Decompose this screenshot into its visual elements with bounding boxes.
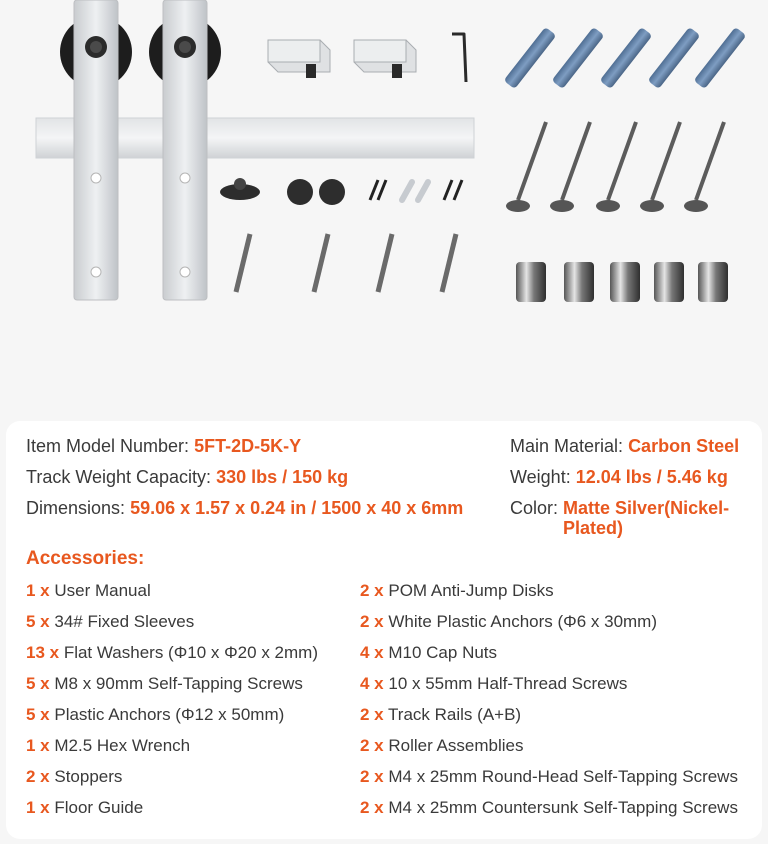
accessory-name: White Plastic Anchors (Φ6 x 30mm): [383, 612, 658, 631]
accessory-item: [26, 581, 151, 601]
accessory-qty: 2 x: [360, 612, 384, 631]
accessory-item: [26, 612, 194, 632]
accessory-qty: 13 x: [26, 643, 60, 662]
spec-material: Main Material: Carbon Steel: [510, 436, 740, 456]
accessory-qty: 5 x: [26, 612, 50, 631]
stopper-icon: [354, 40, 416, 78]
accessory-item: [26, 798, 143, 818]
accessory-qty: 5 x: [26, 674, 50, 693]
accessory-item: [360, 674, 627, 694]
accessory-name: User Manual: [49, 581, 151, 600]
accessory-name: M8 x 90mm Self-Tapping Screws: [49, 674, 303, 693]
spec-capacity: Track Weight Capacity: 330 lbs / 150 kg: [26, 467, 349, 487]
accessory-item: [360, 705, 521, 725]
accessory-qty: 2 x: [360, 798, 384, 817]
accessory-qty: 2 x: [360, 581, 384, 600]
accessory-name: 10 x 55mm Half-Thread Screws: [383, 674, 628, 693]
accessory-name: Plastic Anchors (Φ12 x 50mm): [49, 705, 285, 724]
spec-card: [6, 421, 762, 839]
accessory-name: Floor Guide: [49, 798, 144, 817]
accessory-name: Roller Assemblies: [383, 736, 524, 755]
accessory-name: M4 x 25mm Round-Head Self-Tapping Screws: [383, 767, 738, 786]
accessory-qty: 4 x: [360, 674, 384, 693]
spec-color-line2: Plated): [563, 518, 624, 538]
half-thread-screw-icons: [236, 234, 456, 292]
barn-door-hardware-kit-photo: [0, 0, 768, 410]
accessory-item: [26, 736, 190, 756]
spec-model: Item Model Number: 5FT-2D-5K-Y: [26, 436, 302, 456]
anti-jump-disk-icons: [287, 179, 345, 205]
accessory-qty: 2 x: [360, 736, 384, 755]
small-screw-icons: [370, 180, 462, 200]
accessory-item: [360, 736, 523, 756]
accessory-name: Flat Washers (Φ10 x Φ20 x 2mm): [59, 643, 318, 662]
hex-wrench-icon: [452, 34, 466, 82]
accessory-item: [360, 767, 738, 787]
accessory-name: M4 x 25mm Countersunk Self-Tapping Screws: [383, 798, 738, 817]
plastic-anchor-icons: [504, 27, 747, 89]
accessory-name: 34# Fixed Sleeves: [49, 612, 195, 631]
stopper-icon: [268, 40, 330, 78]
accessory-qty: 4 x: [360, 643, 384, 662]
floor-guide-icon: [220, 178, 260, 200]
accessory-name: Stoppers: [49, 767, 123, 786]
accessory-item: [26, 643, 318, 663]
accessory-qty: 1 x: [26, 798, 50, 817]
accessory-item: [360, 798, 738, 818]
spec-color: Color: Matte Silver(Nickel-: [510, 498, 730, 518]
accessory-qty: 1 x: [26, 581, 50, 600]
accessory-qty: 2 x: [26, 767, 50, 786]
accessory-qty: 5 x: [26, 705, 50, 724]
accessory-qty: 2 x: [360, 705, 384, 724]
spec-weight: Weight: 12.04 lbs / 5.46 kg: [510, 467, 728, 487]
accessory-qty: 1 x: [26, 736, 50, 755]
accessory-item: [26, 705, 284, 725]
accessory-item: [360, 643, 497, 663]
accessory-item: [360, 581, 554, 601]
accessory-name: Track Rails (A+B): [383, 705, 522, 724]
accessories-title: Accessories:: [26, 548, 145, 569]
white-anchor-icons: [402, 182, 428, 200]
accessory-name: POM Anti-Jump Disks: [383, 581, 554, 600]
self-tapping-screw-icons: [506, 122, 724, 212]
accessory-item: [26, 674, 303, 694]
accessory-item: [360, 612, 657, 632]
accessory-name: M2.5 Hex Wrench: [49, 736, 191, 755]
accessory-item: [26, 767, 122, 787]
spec-dimensions: Dimensions: 59.06 x 1.57 x 0.24 in / 1500 x 40 x 6mm: [26, 498, 464, 518]
accessory-name: M10 Cap Nuts: [383, 643, 498, 662]
accessory-qty: 2 x: [360, 767, 384, 786]
fixed-sleeve-icons: [516, 262, 728, 302]
